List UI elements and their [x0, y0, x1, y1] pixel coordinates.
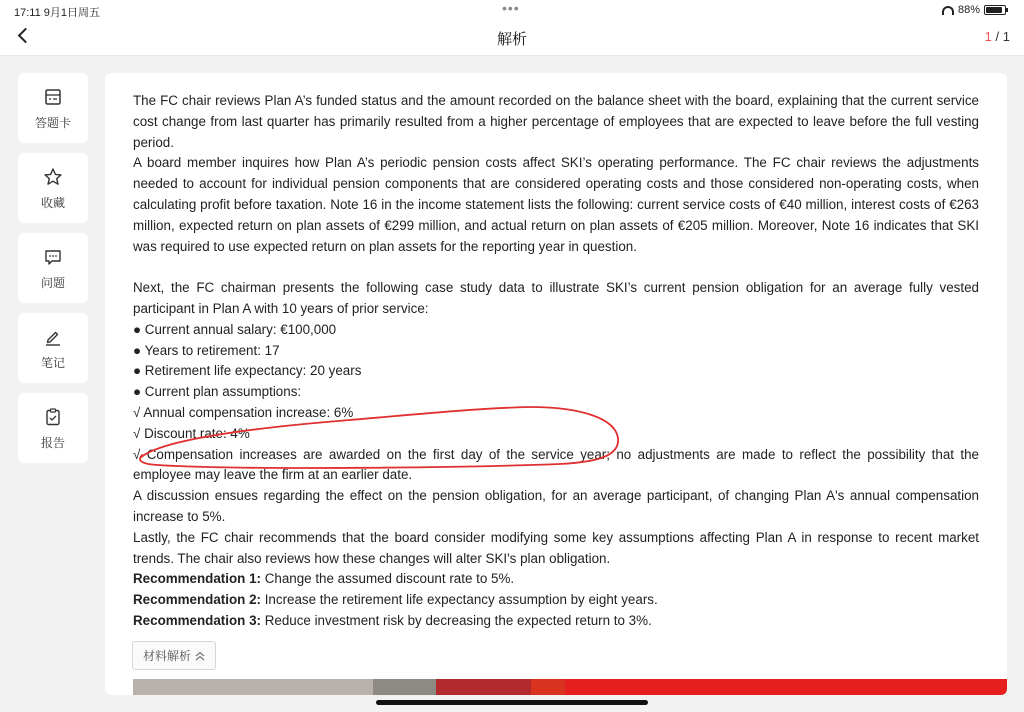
list-item: ● Current annual salary: €100,000: [133, 321, 337, 337]
report-button[interactable]: [18, 393, 88, 463]
sidebar-label: 报告: [40, 435, 65, 450]
analysis-card: [105, 73, 1007, 695]
paragraph: The FC chair reviews Plan A’s funded status and the amount recorded on the balance sheet with the board, explaining that the current service cost change from last quarter has primarily resulted from a higher percentage of employees that are expected to leave before the full vesting period.: [133, 93, 979, 150]
material-analysis-toggle[interactable]: [132, 641, 216, 670]
recommendation-label: Recommendation 2:: [133, 592, 261, 608]
answer-sheet-icon: [42, 86, 64, 108]
status-right: [942, 4, 1006, 16]
list-item: ● Current plan assumptions:: [133, 384, 302, 400]
question-button[interactable]: [18, 233, 88, 303]
paragraph: A board member inquires how Plan A’s periodic pension costs affect SKI’s operating performance. The FC chair reviews the adjustments needed to account for individual pension components that are considered operating costs and those considered non-operating costs, when calculating profit before taxation. Note 16 in the income statement lists the following: current service costs of €40 million, interest costs of €263 million, expected return on plan assets of €299 million, and actual return on plan assets of €205 million. Moreover, Note 16 indicates that SKI was required to use expected return on plan assets for the reporting year in question.: [133, 155, 979, 254]
nav-bar: [0, 20, 1024, 56]
page-current: 1: [984, 29, 992, 44]
sidebar-label: 笔记: [40, 355, 65, 370]
battery-percent: 88%: [957, 4, 980, 16]
recommendation-text: Reduce investment risk by decreasing the expected return to 3%.: [260, 612, 652, 628]
double-chevron-up-icon: [195, 651, 205, 661]
page-total: / 1: [995, 29, 1010, 44]
case-text: [133, 91, 979, 632]
list-item: ● Retirement life expectancy: 20 years: [133, 363, 362, 379]
comment-icon: [42, 246, 64, 268]
banner-strip: [133, 679, 1007, 695]
recommendation-label: Recommendation 3:: [133, 612, 261, 628]
multitask-dots[interactable]: •••: [502, 0, 520, 16]
list-item: ● Years to retirement: 17: [133, 342, 280, 358]
recommendation-text: Increase the retirement life expectancy assumption by eight years.: [260, 592, 658, 608]
banner-segment: [531, 679, 565, 695]
paragraph: Lastly, the FC chair recommends that the board consider modifying some key assumptions affecting Plan A in response to recent market trends. The chair also reviews how these changes will alter SKI's plan obligation.: [133, 529, 979, 566]
banner-segment: [565, 679, 1007, 695]
recommendation-text: Change the assumed discount rate to 5%.: [260, 571, 515, 587]
recommendation-label: Recommendation 1:: [133, 571, 261, 587]
page-title: 解析: [496, 31, 527, 48]
banner-segment: [436, 679, 531, 695]
clipboard-icon: [42, 406, 64, 428]
banner-segment: [133, 679, 373, 695]
banner-segment: [373, 679, 436, 695]
battery-icon: [984, 5, 1006, 15]
paragraph: A discussion ensues regarding the effect on the pension obligation, for an average participant, of changing Plan A's annual compensation increase to 5%.: [133, 488, 979, 524]
sidebar-label: 收藏: [40, 195, 65, 210]
recommendation-2: [133, 590, 979, 611]
list-item: √ Annual compensation increase: 6%: [133, 404, 354, 420]
sidebar-label: 答题卡: [34, 115, 71, 130]
recommendation-3: [133, 611, 979, 632]
notes-button[interactable]: [18, 313, 88, 383]
list-item: √ Compensation increases are awarded on the first day of the service year; no adjustments are made to reflect the possibility that the employee may leave the firm at an earlier date.: [133, 446, 979, 483]
list-item: √ Discount rate: 4%: [133, 425, 250, 441]
recommendation-1: [133, 569, 979, 590]
home-indicator[interactable]: [376, 700, 648, 705]
pencil-icon: [42, 326, 64, 348]
toggle-label: 材料解析: [143, 649, 192, 663]
status-time: 17:11 9月1日周五: [14, 7, 101, 19]
status-bar: [0, 0, 1024, 20]
wifi-icon: [942, 6, 954, 15]
sidebar-label: 问题: [40, 275, 65, 290]
paragraph: Next, the FC chairman presents the following case study data to illustrate SKI’s current pension obligation for an average fully vested participant in Plan A with 10 years of prior service:: [133, 280, 979, 316]
favorite-button[interactable]: [18, 153, 88, 223]
answer-sheet-button[interactable]: [18, 73, 88, 143]
page-indicator: [985, 29, 1010, 44]
star-icon: [42, 166, 64, 188]
